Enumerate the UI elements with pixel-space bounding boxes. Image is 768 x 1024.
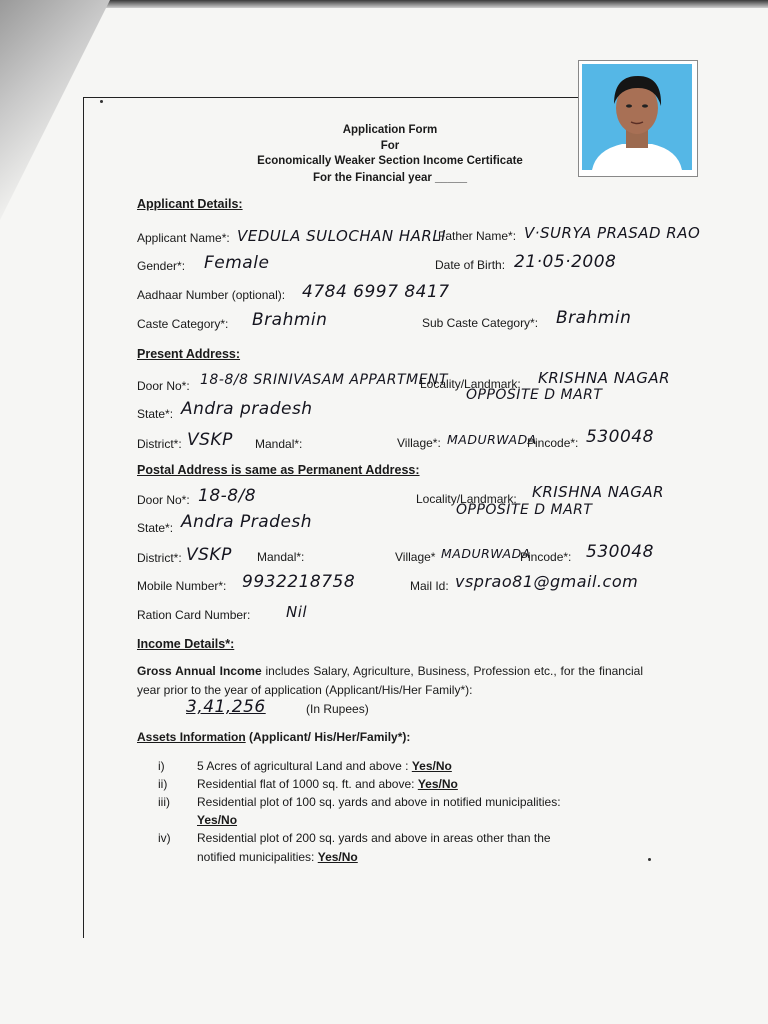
postal-mandal-label: Mandal*:	[257, 550, 305, 564]
applicant-name-value: VEDULA SULOCHAN HARLI	[237, 227, 447, 245]
mobile-value: 9932218758	[242, 572, 356, 592]
scan-edge	[90, 0, 768, 8]
present-state-value: Andra pradesh	[181, 399, 313, 419]
postal-state-value: Andra Pradesh	[181, 512, 313, 532]
income-paragraph	[137, 662, 643, 700]
asset-item-4-text2: notified municipalities:	[197, 850, 318, 864]
asset-item-3-number: iii)	[158, 795, 170, 809]
asset-item-2	[197, 777, 458, 791]
financial-year-line: For the Financial year _____	[312, 172, 468, 184]
mobile-label: Mobile Number*:	[137, 579, 227, 593]
asset-item-4-yes-no: Yes/No	[317, 850, 358, 864]
form-title: Application Form	[342, 124, 438, 136]
dob-value: 21·05·2008	[514, 252, 617, 272]
gender-value: Female	[204, 253, 270, 273]
income-value: 3,41,256	[186, 697, 266, 717]
postal-village-value: MADURWADA	[441, 546, 531, 561]
sub-caste-value: Brahmin	[556, 308, 632, 328]
aadhaar-value: 4784 6997 8417	[302, 282, 450, 302]
asset-item-4-line2	[197, 850, 358, 864]
present-locality-value-1: KRISHNA NAGAR	[538, 369, 671, 387]
mail-label: Mail Id:	[410, 579, 449, 593]
present-door-label: Door No*:	[137, 379, 190, 393]
present-village-label: Village*:	[397, 436, 441, 450]
postal-locality-value-1: KRISHNA NAGAR	[532, 483, 665, 501]
postal-district-label: District*:	[137, 551, 182, 565]
asset-item-3-yes-no: Yes/No	[197, 813, 238, 827]
asset-item-1-yes-no: Yes/No	[411, 759, 452, 773]
gross-income-term: Gross Annual Income	[137, 664, 262, 678]
asset-item-2-yes-no: Yes/No	[417, 777, 458, 791]
income-paragraph-text: includes Salary, Agriculture, Business, Profession etc., for the financial year prior to the year of application (Applicant/His/Her Family*):	[137, 664, 643, 697]
postal-state-label: State*:	[137, 521, 174, 535]
dob-label: Date of Birth:	[435, 258, 506, 272]
present-locality-label: Locality/Landmark:	[420, 377, 521, 391]
postal-locality-label: Locality/Landmark:	[416, 492, 517, 506]
present-state-label: State*:	[137, 407, 174, 421]
ration-card-value: Nil	[286, 603, 308, 621]
form-subtitle: Economically Weaker Section Income Certificate	[257, 155, 523, 167]
caste-category-value: Brahmin	[252, 310, 328, 330]
applicant-details-heading: Applicant Details:	[137, 197, 243, 211]
asset-item-3-text: Residential plot of 100 sq. yards and above in notified municipalities:	[197, 795, 561, 809]
postal-door-label: Door No*:	[137, 493, 190, 507]
present-district-value: VSKP	[187, 430, 233, 450]
income-unit: (In Rupees)	[306, 702, 369, 716]
applicant-photo	[578, 60, 698, 177]
postal-pincode-value: 530048	[586, 542, 654, 562]
scan-speck	[648, 858, 651, 861]
scan-speck	[100, 100, 103, 103]
asset-item-4-text: Residential plot of 200 sq. yards and above in areas other than the	[197, 831, 551, 845]
postal-locality-value-2: OPPOSITE D MART	[456, 502, 593, 518]
assets-heading	[137, 730, 410, 744]
postal-door-value: 18-8/8	[198, 486, 257, 506]
income-details-heading: Income Details*:	[137, 637, 235, 651]
asset-item-2-number: ii)	[158, 777, 168, 791]
present-door-value: 18-8/8 SRINIVASAM APPARTMENT	[200, 372, 448, 388]
form-title-for: For	[380, 140, 400, 152]
postal-pincode-label: Pincode*:	[520, 550, 572, 564]
present-pincode-label: Pincode*:	[527, 436, 579, 450]
asset-item-4-number: iv)	[158, 831, 171, 845]
present-locality-value-2: OPPOSITE D MART	[466, 387, 603, 403]
present-district-label: District*:	[137, 437, 182, 451]
sub-caste-label: Sub Caste Category*:	[422, 316, 539, 330]
mail-value: vsprao81@gmail.com	[455, 572, 639, 591]
aadhaar-label: Aadhaar Number (optional):	[137, 288, 286, 302]
present-mandal-label: Mandal*:	[255, 437, 303, 451]
asset-item-1	[197, 759, 452, 773]
present-village-value: MADURWADA	[447, 432, 537, 447]
father-name-label: Father Name*:	[438, 229, 517, 243]
father-name-value: V·SURYA PRASAD RAO	[524, 224, 701, 242]
asset-item-2-text: Residential flat of 1000 sq. ft. and above:	[197, 777, 418, 791]
asset-item-1-text: 5 Acres of agricultural Land and above :	[197, 759, 412, 773]
postal-district-value: VSKP	[186, 545, 232, 565]
present-pincode-value: 530048	[586, 427, 654, 447]
assets-heading-title: Assets Information	[137, 730, 246, 744]
postal-address-heading: Postal Address is same as Permanent Address:	[137, 463, 420, 477]
ration-card-label: Ration Card Number:	[137, 608, 251, 622]
asset-item-1-number: i)	[158, 759, 165, 773]
present-address-heading: Present Address:	[137, 347, 241, 361]
person-photo-icon	[582, 64, 692, 170]
applicant-name-label: Applicant Name*:	[137, 231, 230, 245]
gender-label: Gender*:	[137, 259, 186, 273]
assets-heading-suffix: (Applicant/ His/Her/Family*):	[245, 730, 411, 744]
postal-village-label: Village*	[395, 550, 436, 564]
caste-category-label: Caste Category*:	[137, 317, 229, 331]
